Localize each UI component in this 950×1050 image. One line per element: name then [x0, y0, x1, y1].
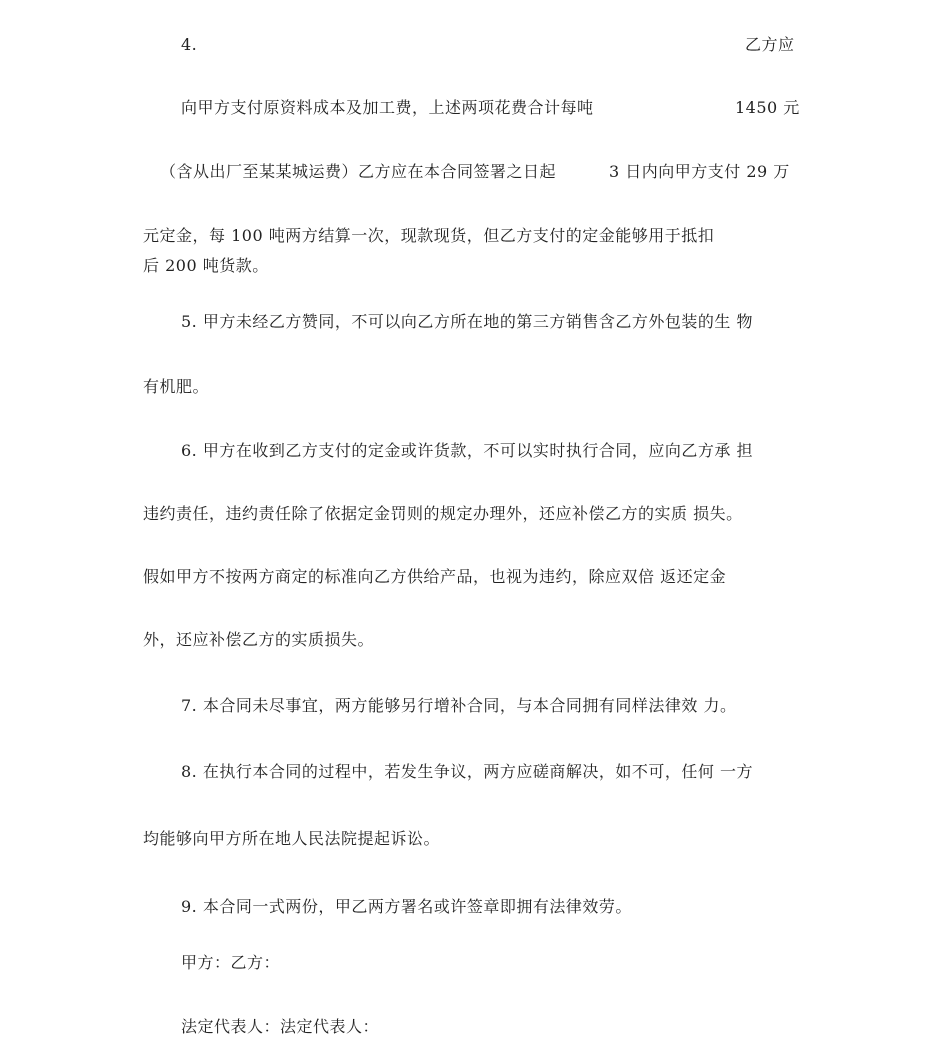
- clause-5-line-2: 有机肥。: [143, 377, 210, 396]
- clause-6-line-4: 外，还应补偿乙方的实质损失。: [143, 630, 375, 649]
- clause-9: 9. 本合同一式两份，甲乙两方署名或许签章即拥有法律效劳。: [181, 897, 632, 916]
- clause-4-line-4: 元定金，每 100 吨两方结算一次，现款现货，但乙方支付的定金能够用于抵扣: [143, 226, 715, 245]
- clause-7: 7. 本合同未尽事宜，两方能够另行增补合同，与本合同拥有同样法律效 力。: [181, 696, 737, 715]
- clause-4-text-start: 乙方应: [745, 35, 795, 54]
- clause-6-line-2: 违约责任，违约责任除了依据定金罚则的规定办理外，还应补偿乙方的实质 损失。: [143, 504, 743, 523]
- clause-8-line-2: 均能够向甲方所在地人民法院提起诉讼。: [143, 829, 441, 848]
- legal-representative-line: 法定代表人：法定代表人：: [181, 1017, 380, 1036]
- clause-4-line-5: 后 200 吨货款。: [143, 256, 269, 275]
- clause-4-deposit: 3 日内向甲方支付 29 万: [609, 162, 790, 181]
- clause-4-line-2: 向甲方支付原资料成本及加工费，上述两项花费合计每吨: [181, 98, 594, 117]
- clause-4-price: 1450 元: [735, 98, 800, 117]
- clause-4-line-3: （含从出厂至某某城运费）乙方应在本合同签署之日起: [160, 162, 557, 181]
- clause-4-number: 4.: [181, 35, 198, 54]
- party-signature-line: 甲方：乙方：: [181, 953, 281, 972]
- clause-6-line-3: 假如甲方不按两方商定的标准向乙方供给产品，也视为违约，除应双倍 返还定金: [143, 567, 727, 586]
- clause-5-line-1: 5. 甲方未经乙方赞同，不可以向乙方所在地的第三方销售含乙方外包装的生 物: [181, 312, 753, 331]
- clause-6-line-1: 6. 甲方在收到乙方支付的定金或许货款，不可以实时执行合同，应向乙方承 担: [181, 441, 753, 460]
- clause-8-line-1: 8. 在执行本合同的过程中，若发生争议，两方应磋商解决，如不可，任何 一方: [181, 762, 753, 781]
